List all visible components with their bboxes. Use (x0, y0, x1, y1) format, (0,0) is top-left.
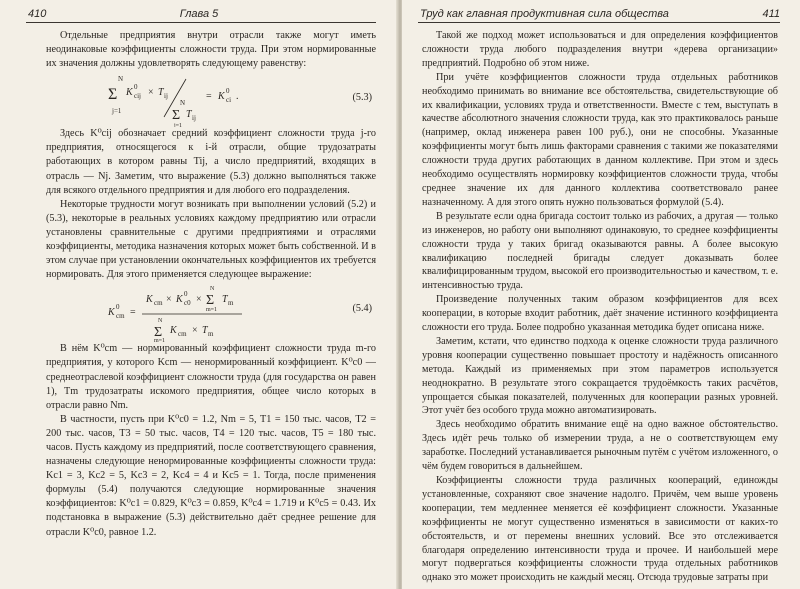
svg-text:=: = (130, 307, 136, 319)
left-para-5: В частности, пусть при K⁰c0 = 1.2, Nm = 5, T1 = 150 тыс. часов, T2 = 200 тыс. часов, T3 = 50 тыс. часов, T4 = 120 тыс. часов, T5 = 180 тыс. часов. Пусть каждому из предприятий, после соответствующего сравнения, назначены следующие ненормированные коэффициенты сложности труда: Kc1 = 3, Kc2 = 5, Kc3 = 2, Kc4 = 4 и Kc5 = 1. Тогда, после применения формулы (5.4) получаются следующие нормированные значения коэффициентов: K⁰c1 = 0.829, K⁰c3 = 0.859, K⁰c4 = 1.719 и K⁰c5 = 0.43. Их подстановка в выражение (5.3) действительно даёт среднее решение для отрасли K⁰c0, равное 1.2. (46, 413, 376, 538)
equation-5-3-number: (5.3) (352, 92, 372, 104)
right-para-4: Произведение полученных таким образом коэффициентов для всех кооперации, в которые входит работник, даёт значение истинного коэффициента сложности его труда. Более подробно указанная методика будет описана ниже. (422, 294, 778, 334)
svg-text:T: T (158, 87, 164, 99)
left-header-rule (26, 22, 376, 23)
svg-text:j=1: j=1 (112, 107, 122, 116)
svg-text:T: T (186, 109, 192, 121)
svg-text:0: 0 (184, 290, 188, 299)
svg-text:m=1: m=1 (206, 307, 218, 314)
svg-text:cm: cm (178, 330, 187, 339)
svg-text:T: T (202, 325, 208, 337)
svg-text:K: K (218, 91, 225, 103)
svg-text:=: = (206, 91, 212, 103)
svg-text:×: × (166, 294, 172, 306)
right-running-head: Труд как главная продуктивная сила общества (420, 8, 669, 20)
left-para-3: Некоторые трудности могут возникать при выполнении условий (5.2) и (5.3), некоторые в реальных условиях каждому предприятию или отрасли установлены сравнительные с другими предприятиями и отраслями коэффициенты, методика назначения которых может быть собственной. И в этом случае при установлении окончательных коэффициентов их требуется нормировать. Для этого применяется следующее выражение: (46, 198, 376, 281)
svg-text:cij: cij (134, 92, 141, 101)
svg-text:m: m (228, 299, 234, 308)
right-page (402, 0, 800, 589)
svg-text:K: K (176, 294, 183, 306)
svg-text:N: N (158, 318, 163, 325)
left-running-head: Глава 5 (179, 8, 219, 20)
right-para-5: Заметим, кстати, что единство подхода к оценке сложности труда различного уровня кооперации существенно повышает простоту и надёжность описанного метода. Каждый из применяемых при этом параметров используется неоднократно. В результате этого сокращается трудоёмкость таких расчётов, упрощается сбыкая показателей, полученных для кооперации разных уровней. Этот учёт без особого труда можно автоматизировать. (422, 335, 778, 417)
svg-text:K: K (126, 87, 133, 99)
equation-5-4-graphic (46, 282, 376, 342)
left-body (46, 29, 376, 540)
svg-text:m=1: m=1 (154, 338, 166, 343)
left-para-1: Отдельные предприятия внутри отрасли также могут иметь неодинаковые коэффициенты сложности труда. При этом нормированные их значения должны удовлетворять следующему равенству: (46, 30, 376, 70)
svg-text:j=1: j=1 (174, 123, 183, 128)
svg-text:0: 0 (116, 303, 120, 312)
svg-text:cm: cm (116, 312, 125, 321)
right-header-rule (418, 22, 780, 23)
svg-text:T: T (222, 294, 228, 306)
svg-text:ij: ij (164, 92, 168, 101)
svg-text:Σ: Σ (206, 293, 215, 309)
svg-text:c0: c0 (184, 299, 191, 308)
right-para-3: В результате если одна бригада состоит только из рабочих, а другая — только из инженеров, но работу они выполняют одинаковую, то среднее коэффициенты сложности труда у таких бригад оказываются равны. А более высокую квалификацию последней бригады следует доказывать более квалифицированным трудом, высокой его производительностью и качеством, т. е. интенсивностью труда. (422, 210, 778, 292)
equation-5-4-number: (5.4) (352, 303, 372, 315)
svg-text:N: N (180, 99, 186, 108)
svg-text:K: K (170, 325, 177, 337)
right-para-7: Коэффициенты сложности труда различных коопераций, единожды установленные, сохраняют свое значение надолго. Причём, чем выше уровень кооперации, тем медленнее меняется её коэффициент сложности. Указанные коэффициенты не могут существенно изменяться в зависимости от каких-то обстоятельств, и от перемены внешних условий. Все это отслеживается благодаря определению интенсивности труда и прочее. И наибольшей мере могут подвергаться коэффициенты сложности труда отдельных работников однако это может происходить не каждый месяц. Отсюда трудовые затраты при (422, 475, 778, 584)
svg-text:m: m (208, 330, 214, 339)
right-page-number: 411 (762, 8, 780, 20)
svg-text:0: 0 (226, 87, 230, 96)
right-para-1: Такой же подход может использоваться и для определения коэффициентов сложности труда любого подразделения внутри «дерева организации» предприятий. Подробно об этом ниже. (422, 30, 778, 69)
svg-text:K: K (146, 294, 153, 306)
svg-text:ij: ij (192, 114, 196, 123)
svg-text:Σ: Σ (172, 108, 181, 124)
svg-text:N: N (210, 286, 215, 293)
left-para-4: В нём K⁰cm — нормированный коэффициент сложности труда m-го предприятия, у которого Kcm — ненормированный коэффициент. K⁰c0 — среднеотраслевой коэффициент сложности труда (для государства он равен 1), Tm трудозатраты искомого предприятия, общее число которых в отрасли равно Nm. (46, 343, 376, 411)
left-page (0, 0, 398, 589)
equation-5-3-graphic (46, 71, 376, 127)
svg-text:Σ: Σ (108, 86, 118, 104)
left-para-2: Здесь K⁰cij обозначает средний коэффициент сложности труда j-го предприятия, относящегося к i-й отрасли, общие трудозатраты работающих в котором равны Tij, а число предприятий, входящих в отрасль — Nj. Заметим, что выражение (5.3) должно выполняться также для всякого отдельного предприятия и для любого его подразделения. (46, 128, 376, 196)
svg-text:ci: ci (226, 96, 232, 105)
svg-text:×: × (148, 87, 154, 99)
right-para-6: Здесь необходимо обратить внимание ещё на одно важное обстоятельство. Здесь идёт речь только об измерении труда, а не о соответствующем ему заработке. Последний устанавливается рыночным путём с учётом изложенного, о чём будем говориться в дальнейшем. (422, 419, 778, 473)
svg-text:Σ: Σ (154, 325, 163, 341)
right-para-2: При учёте коэффициентов сложности труда отдельных работников необходимо принимать во внимание все обстоятельства, свидетельствующие об их квалификации, условиях труда и ответственности. Вместе с тем, выступать в качестве абсолютного значения сложности труда, как это практиковалось раньше (например, оклад инженера равен 100 руб.), они не способны. Указанные коэффициенты могут быть лишь факторами сравнения с такими же показателями сложности труда других работающих в данном коллективе. При этом и здесь необходимо осуществлять нормировку коэффициентов сложности труда, чтобы среднее значение их для данного коллектива соответствовало ранее назначенному. А для этого опять нужно пользоваться формулой (5.4). (422, 71, 778, 208)
svg-text:0: 0 (134, 83, 138, 92)
svg-text:cm: cm (154, 299, 163, 308)
svg-text:N: N (118, 75, 124, 84)
left-page-number: 410 (28, 8, 47, 20)
right-body (422, 29, 778, 585)
svg-text:.: . (236, 91, 239, 103)
equation-5-4 (46, 282, 376, 342)
svg-text:×: × (192, 325, 198, 337)
svg-text:K: K (108, 307, 115, 319)
svg-text:×: × (196, 294, 202, 306)
equation-5-3 (46, 71, 376, 127)
